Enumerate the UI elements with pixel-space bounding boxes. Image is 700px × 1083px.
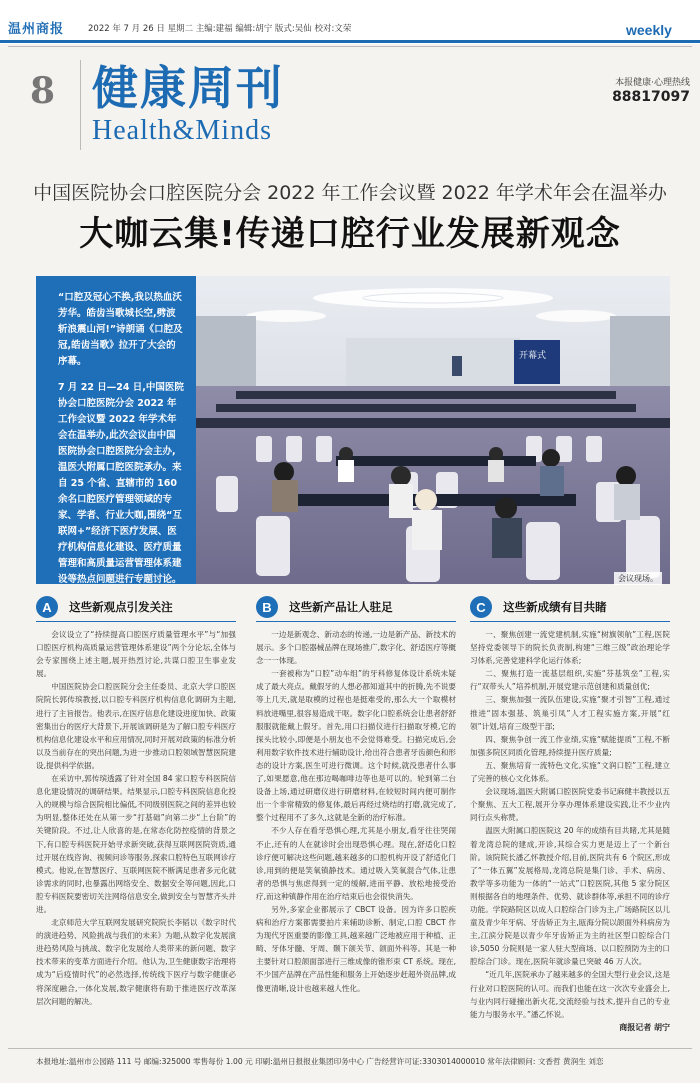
body-paragraph: 二、聚焦打造一流基层组织,实施“芬基筑垒”工程,实行“双带头人”培养机制,开展党建示范创建和质量创优;	[470, 669, 670, 692]
dateline: 2022 年 7 月 26 日 星期二 主编:建福 编辑:胡宁 版式:吴仙 校对:文荣	[88, 24, 352, 34]
header-rule	[0, 40, 700, 43]
section-title: 这些新成绩有目共睹	[503, 600, 607, 614]
body-paragraph: 四、聚焦争创一流工作业绩,实施“赋能提质”工程,不断加强多院区同质化管理,持续提升医疗质量;	[470, 734, 670, 757]
title-divider	[80, 60, 81, 150]
section-a	[36, 596, 236, 1008]
section-title: 这些新产品让人驻足	[289, 600, 393, 614]
masthead: 温州商报	[8, 22, 65, 37]
hotline-label: 本报健康·心理热线	[615, 78, 690, 88]
section-badge: C	[470, 596, 492, 618]
section-rule	[470, 621, 670, 622]
body-paragraph: “近几年,医院承办了越来越多的全国大型行业会议,这是行业对口腔医院的认可。而我们也能在这一次次专业盛会上,与业内同行碰撞出新火花,交流经验与技术,提升自己的专业能力与服务水平。”潘乙怀说。	[470, 970, 670, 1019]
body-paragraph: 会议设立了“持续提高口腔医疗质量管理水平”与“加强口腔医疗机构高质量运营管理体系建设”两个分论坛,全体与会专家围绕上述主题,展开热烈讨论,共谋口腔卫生事业发展。	[36, 630, 236, 679]
section-badge: B	[256, 596, 278, 618]
reporter-signature: 商报记者 胡宁	[619, 1022, 670, 1032]
body-paragraph: 一套被称为“口腔”动车组”的牙科修复体设计系统未疑成了最大亮点。戴假牙的人想必都知道其中的折腾,先不说要等上几天,就是取模的过程也是挺难受的,那么大一个取模材料放进嘴里,很容易造成干呕。数字化口腔系统会让患者舒舒服服就能戴上假牙。首先,用口扫描仪进行扫描取牙模,它的探头比较小,即便是小朋友也不会觉得难受。扫描完成后,会利用数字软件技术进行辅助设计,给出符合患者牙齿颜色和形态的设计方案,医生可进行微调。这个时候,就没患者什么事了,如果愿意,他在那边喝咖啡边等也是可以的。轮到第二台设备上场,通过研磨仪进行研磨材料,在较短时间内便可制作出一个非常精致的修复体,最后再经过烧结的打磨,就完成了,整个过程用不了多久,这就是全新的治疗标准。	[256, 669, 456, 823]
intro-paragraph: 7 月 22 日—24 日,中国医院协会口腔医院分会 2022 年工作会议暨 2022 年学术年会在温举办,此次会议由中国医院协会口腔医院分会主办,温医大附属口腔医院承办。来自 25 个省、直辖市的 160 余名口腔医疗管理领域的专家、学者、行业大咖,围绕“互联网+”经济下医疗发展、医疗机构信息化建设、医疗质量管理和高质量运营管理体系建设等热点问题进行专题讨论。	[58, 382, 184, 585]
hotline-number: 88817097	[612, 89, 690, 105]
body-paragraph: 会议现场,温医大附属口腔医院党委书记麻健丰教授以五个聚焦、五大工程,展开分享办理体系建设实践,让不少业内同行点头称赞。	[470, 787, 670, 823]
page-number: 8	[30, 70, 56, 112]
svg-text:开幕式: 开幕式	[519, 351, 547, 361]
footer-rule	[8, 1048, 692, 1049]
body-paragraph: 一边是新观念、新动态的传递,一边是新产品、新技术的展示。多个口腔器械品牌在现场推广,数字化、舒适医疗等概念一一体现。	[256, 630, 456, 666]
section-badge: A	[36, 596, 58, 618]
header-subrule	[8, 46, 692, 47]
photo-caption: 会议现场。	[614, 572, 662, 585]
section-title: 这些新观点引发关注	[69, 600, 173, 614]
article-headline: 大咖云集!传递口腔行业发展新观念	[79, 214, 621, 254]
intro-paragraph: “口腔及冠心不换,我以热血沃芳华。皓齿当歌城长空,劈波斩浪震山河!”诗朗诵《口腔及冠,皓齿当歌》拉开了大会的序幕。	[58, 292, 183, 367]
section-c	[470, 596, 670, 1033]
body-paragraph: 另外,多家企业都展示了 CBCT 设备。因为许多口腔疾病和治疗方案都需要拍片来辅助诊断、制定,口腔 CBCT 作为现代牙医重要的影像工具,越来越广泛地被应用于种植、正畸、牙体牙髓、牙周、颞下颌关节、颌面外科等。其是一种主要针对口腔颌面部进行三维成像的锥形束 CT 系统。现在,不少国产品牌在产品性能和服务上开始逐步赶超外资品牌,成像更清晰,设计也越来越人性化。	[256, 904, 456, 993]
body-paragraph: 不少人存在看牙恐惧心理,尤其是小朋友,看牙往往哭闹不止,还有的人在就诊时会出现恐惧心理。现在,舒适化口腔诊疗便可解决这些问题,越来越多的口腔机构开设了舒适化门诊,用到的便是笑氧镇静技术。通过吸入笑氧混合气体,让患者的恐惧与焦虑得到一定的缓解,进而平静、放松地接受治疗,而这种镇静作用在治疗结束后也会很快消失。	[256, 826, 456, 901]
section-rule	[256, 621, 456, 622]
body-paragraph: 三、聚焦加强一流队伍建设,实施“聚才引智”工程,通过推进“固本强基、筑巢引凤”人才工程实施方案,开展“红领”计划,培育三级型干部;	[470, 695, 670, 731]
section-title-en: Health&Minds	[92, 115, 272, 146]
footer-info: 本报地址:温州市公园路 111 号 邮编:325000 零售每份 1.00 元 印刷:温州日报报业集团印务中心 广告经营许可证:3303014000010 常年法律顾问: 文香哲 黄润生 刘恋	[36, 1057, 604, 1066]
body-paragraph: 一、聚焦创建一流党建机制,实施“树旗领航”工程,医院坚持党委领导下的院长负责制,构建“三维三级”政治理论学习体系,完善党建科学化运行体系;	[470, 630, 670, 666]
body-paragraph: 温医大附属口腔医院这 20 年的成绩有目共睹,尤其是随着龙湾总院的建成,开诊,其综合实力更是迈上了一个新台阶。该院院长潘乙怀教授介绍,目前,医院共有 6 个院区,形成了“一体五翼”发展格局,龙湾总院是集门诊、手术、病房、教学等多功能为一体的“一站式”口腔医院,其他 5 家分院区则根据各自的地理条件、优势、就诊群体等,承担不同的诊疗功能。学院路院区以成人口腔综合门诊为主,广场路院区以儿童及青少年牙病、牙齿矫正为主,瓯海分院以颌面外科病房为主,江滨分院是以青少年牙齿矫正为主的社区型口腔综合门诊,5050 分院则是一家人驻大型商场、以口腔预防为主的口腔综合门诊。现在,医院年就诊量已突破 46 万人次。	[470, 826, 670, 967]
body-paragraph: 北京师范大学互联网发展研究院院长李韬以《数字时代的演进趋势、风险挑战与我们的未来》为题,从数字化发展演进趋势风险与挑战、数字化发展给人类带来的新问题、数字技术带来的变革方面进行介绍。他认为,卫生健康数字治理将成为“后疫情时代”的必然选择,传统线下医疗与数字健康必将深度融合,一体化发展,数字健康将有助于推进医疗改革深层次问题的解决。	[36, 918, 236, 1006]
body-paragraph: 在采访中,郭传瑸透露了针对全国 84 家口腔专科医院信息化建设情况的调研结果。结果显示,口腔专科医院信息化投入的规模与综合医院相比偏低,不同级别医院之间的差异也较为明显,整体还处在从第一步“打基础”向第二步“上台阶”的关键阶段。不过,让人欣喜的是,在常态化防控疫情的背景之下,有口腔专科医院开始寻求新突破,获得互联网医院资质,通过开展在线咨询、视频问诊等服务,探索口腔特色互联网诊疗模式。他说,在智慧医疗、互联网医院不断满足患者多元化就诊需求的同时,也暴露出网络安全、数据安全等问题,因此,口腔专科医院要密切关注网络信息安全,做到安全与智慧齐头并进。	[36, 774, 236, 914]
section-title-cn: 健康周刊	[92, 61, 284, 115]
article-subhead: 中国医院协会口腔医院分会 2022 年工作会议暨 2022 年学术年会在温举办	[33, 182, 667, 204]
conference-photo	[196, 276, 670, 584]
section-rule	[36, 621, 236, 622]
body-paragraph: 中国医院协会口腔医院分会主任委员、北京大学口腔医院院长郭传瑸教授,以口腔专科医疗机构信息化调研为主题,进行了主旨报告。他表示,在医疗信息化建设进度加快、政策密集出台的医疗大背景下,开展该调研是为了解口腔专科医疗机构信息化建设水平和应用情况,同时开展对政策的标准分析以及当前存在的突出问题,为进一步推动口腔领域智慧医院建设,提供科学依据。	[36, 682, 236, 770]
intro-box	[36, 276, 196, 584]
weekly-label: weekly	[626, 22, 672, 38]
section-b	[256, 596, 456, 995]
body-paragraph: 五、聚焦培育一流特色文化,实施“文润口腔”工程,建立了完善的核心文化体系。	[470, 760, 670, 784]
